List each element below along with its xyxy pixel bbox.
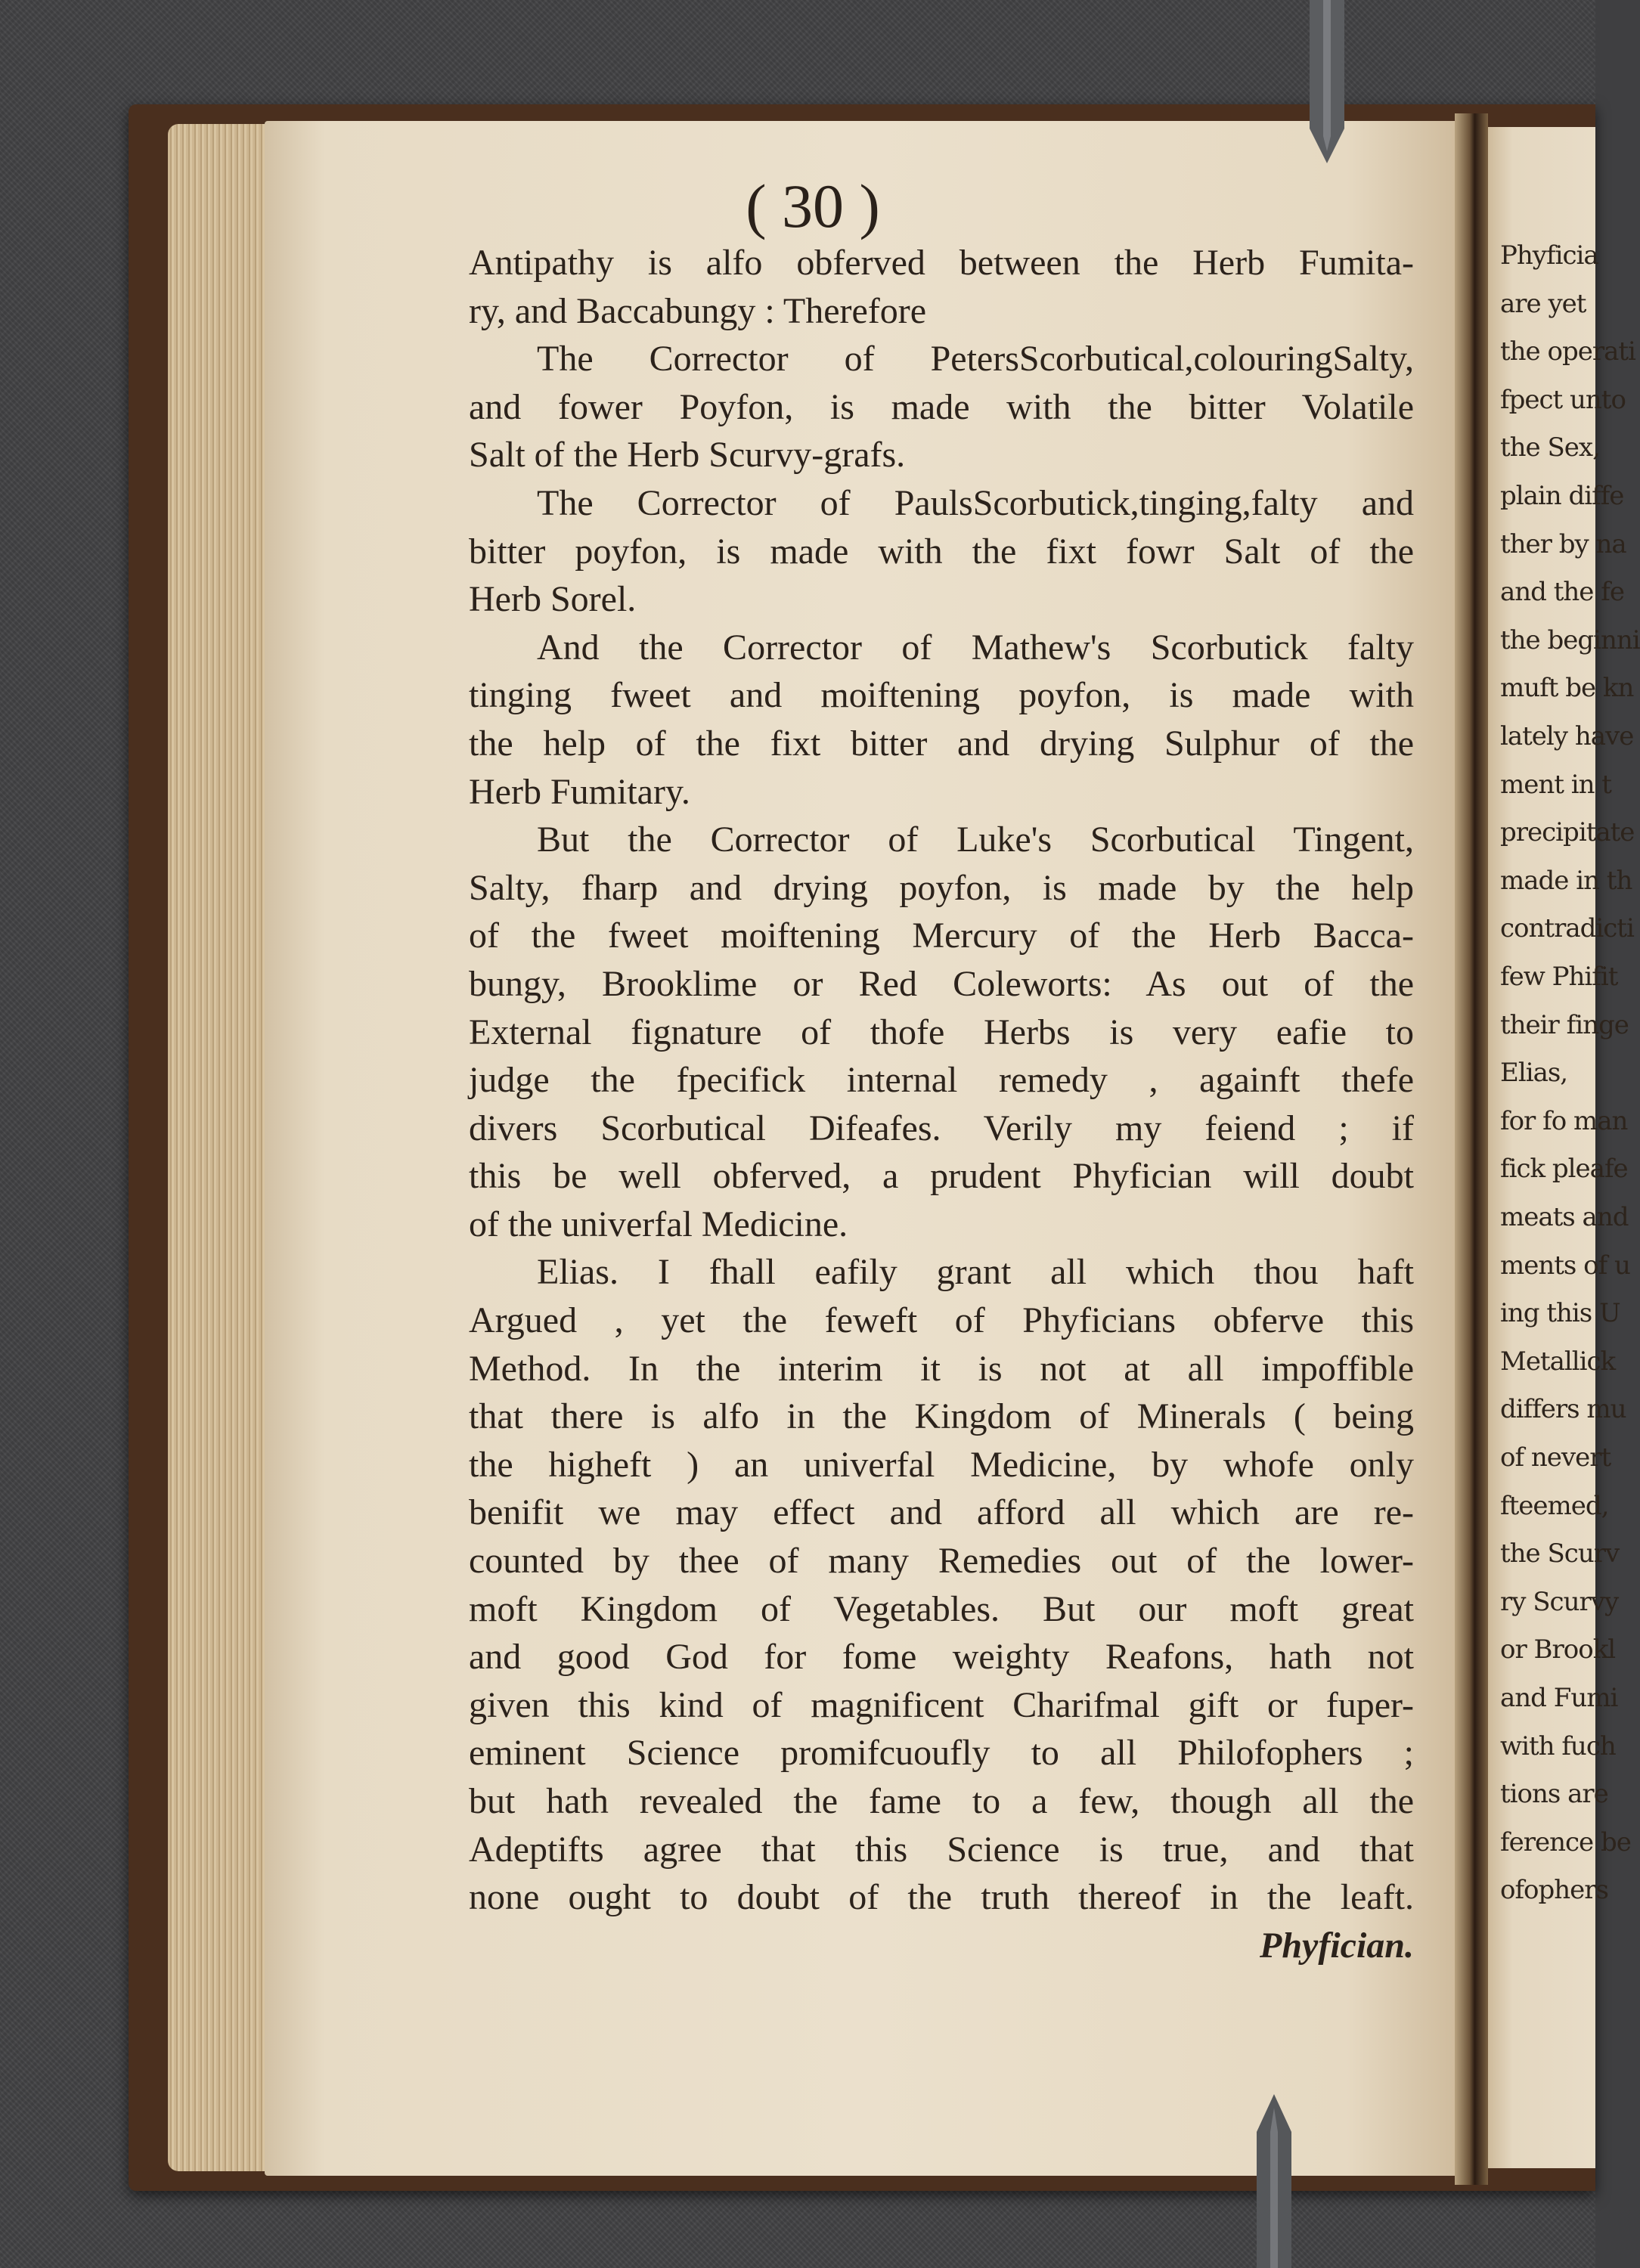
facing-page-line: few Phifit <box>1500 962 1618 992</box>
facing-page-line: plain diffe <box>1500 481 1624 511</box>
facing-page-line: the Sex, <box>1500 432 1600 463</box>
text-line: bitter poyfon, is made with the fixt fowr Salt of the <box>469 531 1414 572</box>
text-line: Argued , yet the feweft of Phyficians obferve this <box>469 1300 1414 1341</box>
facing-page-line: differs mu <box>1500 1394 1626 1425</box>
text-line: the help of the fixt bitter and drying Sulphur of the <box>469 723 1414 764</box>
book-gutter <box>1455 113 1488 2185</box>
text-line: Salt of the Herb Scurvy-grafs. <box>469 435 906 476</box>
text-line: tinging fweet and moiftening poyfon, is made with <box>469 675 1414 716</box>
facing-page-line: ing this U <box>1500 1298 1620 1329</box>
facing-page-line: muft be kn <box>1500 673 1634 704</box>
facing-page-line: the beginni <box>1500 624 1640 655</box>
text-line: The Corrector of PaulsScorbutick,tinging,falty and <box>537 482 1414 523</box>
facing-page-line: meats and <box>1500 1202 1629 1232</box>
text-line: Herb Fumitary. <box>469 771 690 812</box>
page-number: ( 30 ) <box>746 172 880 240</box>
page-text <box>469 239 1414 1969</box>
text-line: none ought to doubt of the truth thereof in the leaft. <box>469 1877 1414 1918</box>
text-line: eminent Science promifcuoufly to all Philofophers ; <box>469 1733 1414 1774</box>
text-line: Antipathy is alfo obferved between the Herb Fumita- <box>469 243 1414 283</box>
facing-page-line: the Scurv <box>1500 1538 1620 1569</box>
facing-page-line: Metallick <box>1500 1346 1616 1377</box>
facing-page-line: Phyficia <box>1500 240 1598 271</box>
text-line: this be well obferved, a prudent Phyfician will doubt <box>469 1156 1414 1197</box>
text-line: and fower Poyfon, is made with the bitter Volatile <box>469 386 1414 427</box>
facing-page <box>1477 127 1640 2168</box>
facing-page-line: are yet <box>1500 288 1586 319</box>
facing-page-line: fpect unto <box>1500 384 1626 415</box>
facing-page-line: fteemed, <box>1500 1490 1609 1521</box>
text-line: but hath revealed the fame to a few, though all the <box>469 1781 1414 1821</box>
facing-page-line: and the fe <box>1500 577 1624 608</box>
facing-page-line: contradicti <box>1500 913 1634 944</box>
facing-page-line: and Fumi <box>1500 1683 1618 1713</box>
text-line: External fignature of thofe Herbs is very eafie to <box>469 1012 1414 1052</box>
facing-page-line: lately have <box>1500 721 1634 751</box>
text-line: Herb Sorel. <box>469 579 637 620</box>
facing-page-line: of nevert <box>1500 1442 1611 1473</box>
facing-page-line: ofophers <box>1500 1875 1609 1906</box>
text-line: given this kind of magnificent Charifmal gift or fuper- <box>469 1684 1414 1725</box>
text-line: Elias. I fhall eafily grant all which thou haft <box>537 1252 1414 1293</box>
facing-page-line: precipitate <box>1500 817 1635 848</box>
facing-page-line: ry Scurvy <box>1500 1586 1619 1617</box>
facing-page-line: their finge <box>1500 1009 1629 1040</box>
page-edges <box>168 124 274 2171</box>
text-line: counted by thee of many Remedies out of the lower- <box>469 1541 1414 1582</box>
text-line: Salty, fharp and drying poyfon, is made by the help <box>469 867 1414 908</box>
text-line: And the Corrector of Mathew's Scorbutick falty <box>537 627 1414 668</box>
bookmark-ribbon-bottom <box>1257 2094 1291 2268</box>
bookmark-ribbon-top <box>1310 0 1344 163</box>
text-line: The Corrector of PetersScorbutical,colouringSalty, <box>537 339 1414 380</box>
text-line: divers Scorbutical Difeafes. Verily my feiend ; if <box>469 1108 1414 1148</box>
facing-page-line: fick pleafe <box>1500 1154 1628 1185</box>
facing-page-line: made in th <box>1500 865 1632 896</box>
facing-page-line: or Brookl <box>1500 1634 1616 1665</box>
facing-page-line: for fo man <box>1500 1105 1628 1136</box>
text-line: the higheft ) an univerfal Medicine, by whofe only <box>469 1444 1414 1485</box>
text-line: of the univerfal Medicine. <box>469 1204 848 1244</box>
text-line: ry, and Baccabungy : Therefore <box>469 290 927 331</box>
text-line: bungy, Brooklime or Red Coleworts: As out of the <box>469 963 1414 1004</box>
text-line: judge the fpecifick internal remedy , againft thefe <box>469 1060 1414 1101</box>
facing-page-line: with fuch <box>1500 1730 1616 1761</box>
catchword: Phyfician. <box>1260 1925 1414 1966</box>
facing-page-line: ment in t <box>1500 769 1611 800</box>
facing-page-line: the operati <box>1500 336 1635 367</box>
facing-page-line: ments of u <box>1500 1250 1630 1281</box>
text-line: But the Corrector of Luke's Scorbutical Tingent, <box>537 820 1414 860</box>
text-line: Adeptifts agree that this Science is true, and that <box>469 1829 1414 1870</box>
text-line: of the fweet moiftening Mercury of the Herb Bacca- <box>469 916 1414 956</box>
text-line: benifit we may effect and afford all which are re- <box>469 1492 1414 1533</box>
text-line: Method. In the interim it is not at all impoffible <box>469 1348 1414 1389</box>
facing-page-line: Elias, <box>1500 1058 1568 1089</box>
text-line: and good God for fome weighty Reafons, hath not <box>469 1637 1414 1678</box>
facing-page-line: ther by na <box>1500 528 1626 559</box>
facing-page-line: ference be <box>1500 1826 1631 1857</box>
text-line: moft Kingdom of Vegetables. But our moft great <box>469 1588 1414 1629</box>
facing-page-line: tions are <box>1500 1779 1608 1810</box>
text-line: that there is alfo in the Kingdom of Minerals ( being <box>469 1396 1414 1437</box>
